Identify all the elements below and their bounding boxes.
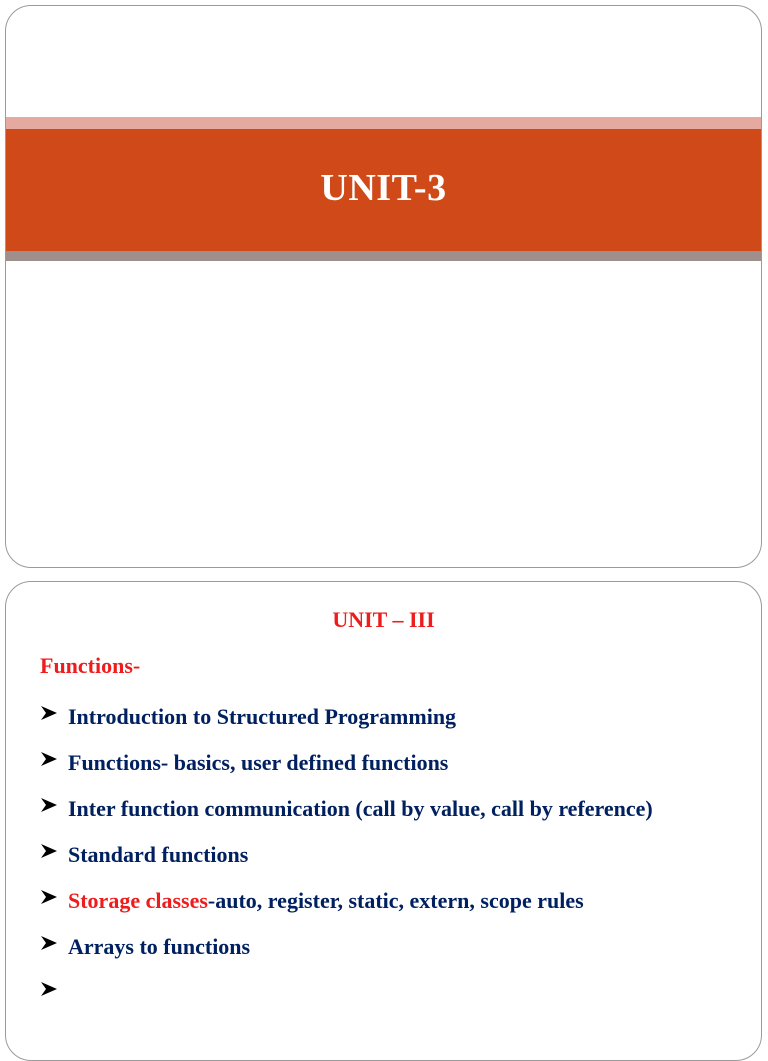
list-item-text: Introduction to Structured Programming	[68, 704, 457, 729]
list-item	[40, 786, 704, 832]
content-slide	[5, 581, 762, 1061]
slide-title: UNIT-3	[320, 167, 447, 209]
section-label: Functions-	[40, 653, 141, 678]
list-item	[40, 924, 704, 970]
arrow-bullet-icon	[40, 740, 62, 786]
arrow-bullet-icon	[40, 694, 62, 740]
list-item	[40, 878, 704, 924]
title-band-bottom-stripe	[6, 251, 761, 261]
arrow-bullet-icon	[40, 970, 62, 1016]
list-item	[40, 694, 704, 740]
list-item	[40, 970, 704, 1016]
list-item-text: Functions- basics, user defined functions	[68, 750, 449, 775]
title-band-top-stripe	[6, 117, 761, 129]
list-item-text: Inter function communication (call by value, call by reference)	[68, 796, 653, 821]
list-item-text: Standard functions	[68, 842, 249, 867]
list-item-text: Arrays to functions	[68, 934, 251, 959]
topic-list	[40, 694, 704, 1016]
list-item-text: -auto, register, static, extern, scope rules	[207, 888, 584, 913]
arrow-bullet-icon	[40, 878, 62, 924]
title-band	[6, 129, 761, 251]
title-slide	[5, 5, 762, 568]
arrow-bullet-icon	[40, 924, 62, 970]
unit-heading: UNIT – III	[332, 607, 435, 632]
list-item	[40, 740, 704, 786]
arrow-bullet-icon	[40, 786, 62, 832]
list-item-highlight: Storage classes	[68, 888, 208, 913]
list-item	[40, 832, 704, 878]
arrow-bullet-icon	[40, 832, 62, 878]
